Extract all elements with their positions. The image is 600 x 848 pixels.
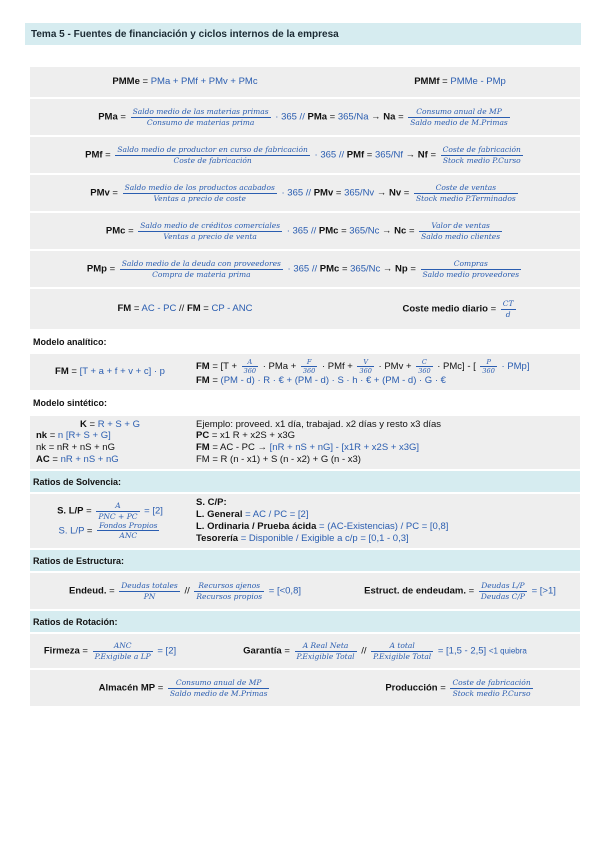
pma-row: PMa = $\frac{\text{Saldo medio de las materias primas}}{\text{Consumo de materias prima}}$ · 365 // PMa = 365/Na → Na = $\frac{\text{Consumo anual de MP}}{\text{Saldo medio de M.Primas}}$	[30, 99, 580, 135]
ejemplo-text: Ejemplo: proveed. x1 día, trabajad. x2 días y resto x3 días	[196, 418, 442, 430]
pmv-eq2: 365/Nv	[344, 187, 375, 199]
nv-fraction	[414, 183, 518, 203]
pmme-label: PMMe	[112, 76, 140, 88]
pmv-tail: · 365 //	[281, 187, 312, 199]
fm-sint-line-2: FM = R (n - x1) + S (n - x2) + G (n - x3)	[196, 454, 361, 466]
fm-formula-1: AC - PC	[141, 303, 177, 315]
coste-cell: Coste medio diario = $\frac{CT}{d}$	[340, 289, 580, 329]
nf-denominator: Stock medio P.Curso	[442, 155, 521, 165]
pmc-row: PMc = $\frac{\text{Saldo medio de créditos comerciales}}{\text{Ventas a precio de venta}}$ · 365 // PMc = 365/Nc → Nc = $\frac{\text{Valor de ventas}}{\text{Saldo medio clientes}}$	[30, 213, 580, 249]
arrow-icon: →	[371, 111, 381, 123]
garantia-fraction-1	[295, 641, 357, 661]
frac-f-den: 360	[302, 366, 316, 375]
slp2-den: ANC	[119, 531, 138, 541]
pc-label: PC	[196, 430, 210, 442]
fm-label: FM	[117, 303, 132, 315]
section-rotacion: Ratios de Rotación:	[30, 611, 580, 632]
estruct-cell: Estruct. de endeudam. = $\frac{\text{Deudas L/P}}{\text{Deudas C/P}}$ = [>1]	[340, 573, 580, 609]
pc-value: = x1 R + x2S + x3G	[211, 430, 296, 442]
slp1-label: S. L/P	[57, 505, 84, 517]
slp2-line: S. L/P = $\frac{\text{Fondos Propios}}{\text{ANC}}$	[58, 521, 158, 541]
analitico-r1-d: · PMv +	[378, 360, 412, 372]
analitico-line-1: FM = [T + $\frac{A}{360}$ · PMa + $\frac{F}{360}$ · PMf + $\frac{V}{360}$ · PMv + $\frac{C}{360}$ · PMc] - [ $\frac{P}{360}$ · PMp]	[196, 357, 530, 375]
fm-formula-2: CP - ANC	[211, 303, 253, 315]
produccion-den: Stock medio P.Curso	[452, 688, 531, 698]
slp1-num: A	[96, 501, 139, 511]
pmp-numerator: Saldo medio de la deuda con proveedores	[121, 259, 281, 269]
coste-fraction	[501, 299, 516, 319]
slp1-fraction	[96, 501, 139, 521]
lo-label: L. Ordinaria / Prueba ácida	[196, 521, 317, 532]
nk2-label: nk	[36, 442, 47, 454]
frac-c-num: C	[416, 358, 432, 367]
pma-tail: · 365 //	[275, 111, 305, 123]
k-label: K	[80, 418, 87, 430]
frac-v-den: 360	[359, 366, 372, 375]
coste-label: Coste medio diario	[402, 303, 488, 315]
pmp-label: PMp	[86, 263, 107, 275]
np-denominator: Saldo medio proveedores	[422, 269, 520, 279]
pmf-numerator: Saldo medio de productor en curso de fabricación	[117, 145, 308, 155]
page-title: Tema 5 - Fuentes de financiación y ciclos internos de la empresa	[25, 23, 581, 45]
pmc-eq2: 365/Nc	[349, 225, 380, 237]
analitico-frac-a	[242, 358, 258, 375]
ac-label: AC	[36, 454, 50, 466]
na-fraction	[408, 107, 510, 127]
fm-sint-value: = AC - PC →	[212, 442, 267, 454]
firmeza-fraction	[93, 641, 153, 661]
endeud-num-1: Deudas totales	[121, 581, 178, 591]
pmv-fraction	[123, 183, 277, 203]
fm-sint-label: FM	[196, 442, 210, 454]
pmp-eq2: 365/Nc	[350, 263, 381, 275]
np-numerator: Compras	[421, 259, 522, 269]
pma-label: PMa	[98, 111, 118, 123]
analitico-r1-b: · PMa +	[262, 360, 297, 372]
analitico-r2-formula: (PM - d) · R · € + (PM - d) · S · h · € + (PM - d) · G · €	[220, 374, 446, 386]
nc-denominator: Saldo medio clientes	[421, 231, 501, 241]
frac-a-num: A	[242, 358, 258, 367]
estruct-den: Deudas C/P	[480, 591, 525, 601]
lo-result: [0,8]	[429, 521, 449, 532]
pmmf-cell: PMMf = PMMe - PMp	[340, 67, 580, 97]
pmp-tail: · 365 //	[287, 263, 318, 275]
analitico-frac-v	[357, 358, 373, 375]
firmeza-result: = [2]	[157, 645, 177, 657]
frac-f-num: F	[301, 358, 317, 367]
lg-result: [2]	[297, 509, 309, 521]
endeud-fraction-2	[194, 581, 264, 601]
pmp-fraction	[120, 259, 283, 279]
nv-label: Nv	[388, 187, 402, 199]
pmv-row: PMv = $\frac{\text{Saldo medio de los productos acabados}}{\text{Ventas a precio de coste}}$ · 365 // PMv = 365/Nv → Nv = $\frac{\text{Coste de ventas}}{\text{Stock medio P.Terminados}}$	[30, 175, 580, 211]
garantia-cell: Garantía = $\frac{\text{A Real Neta}}{\text{P.Exigible Total}}$ // $\frac{\text{A total}}{\text{P.Exigible Total}}$ = [1,5 - 2,5] <1 quiebra	[190, 634, 580, 668]
pmf-row: PMf = $\frac{\text{Saldo medio de productor en curso de fabricación}}{\text{Coste de fabricación}}$ · 365 // PMf = 365/Nf → Nf = $\frac{\text{Coste de fabricación}}{\text{Stock medio P.Curso}}$	[30, 137, 580, 173]
pmc-numerator: Saldo medio de créditos comerciales	[140, 221, 281, 231]
na-numerator: Consumo anual de MP	[408, 107, 510, 117]
sintetico-left	[30, 416, 190, 470]
k-value: R + S + G	[97, 418, 140, 430]
pmmf-label: PMMf	[414, 76, 440, 88]
pmc-denominator: Ventas a precio de venta	[163, 231, 257, 241]
pmme-cell: PMMe = PMa + PMf + PMv + PMc	[30, 67, 340, 97]
estruct-num: Deudas L/P	[479, 581, 527, 591]
produccion-fraction	[450, 678, 532, 698]
scp-heading: S. C/P:	[196, 497, 227, 509]
analitico-fm-label: FM	[55, 366, 69, 378]
nc-numerator: Valor de ventas	[419, 221, 502, 231]
arrow-icon: →	[382, 263, 393, 275]
lo-value: = (AC-Existencias) / PC =	[319, 521, 428, 532]
te-value: = Disponible / Exigible a c/p =	[240, 532, 366, 544]
almacen-num: Consumo anual de MP	[168, 678, 270, 688]
nf-fraction	[441, 145, 523, 165]
nk-value: n [R+ S + G]	[57, 430, 111, 442]
endeud-den-1: PN	[143, 591, 156, 601]
almacen-label: Almacén MP	[98, 682, 156, 694]
pma-numerator: Saldo medio de las materias primas	[132, 107, 269, 117]
section-estructura: Ratios de Estructura:	[30, 550, 580, 571]
te-label: Tesorería	[196, 532, 239, 544]
arrow-icon: →	[405, 149, 416, 161]
endeud-den-2: Recursos propios	[196, 591, 263, 601]
arrow-icon: →	[382, 225, 392, 237]
estruct-fraction	[479, 581, 527, 601]
pma-label-2: PMa	[307, 111, 328, 123]
nf-numerator: Coste de fabricación	[442, 145, 521, 155]
frac-v-num: V	[357, 358, 373, 367]
analitico-frac-c	[416, 358, 432, 375]
analitico-frac-p	[480, 358, 496, 375]
lg-line	[196, 509, 574, 521]
nk2-line	[36, 442, 184, 454]
section-analitico: Modelo analítico:	[30, 331, 580, 352]
garantia-den-2: P.Exigible Total	[373, 651, 432, 661]
almacen-den: Saldo medio de M.Primas	[169, 688, 268, 698]
endeud-num-2: Recursos ajenos	[194, 581, 264, 591]
pmc-label: PMc	[105, 225, 126, 237]
frac-c-den: 360	[418, 366, 431, 375]
garantia-num-1: A Real Neta	[295, 641, 357, 651]
garantia-result: = [1,5 - 2,5]	[437, 645, 487, 657]
pmv-label-2: PMv	[313, 187, 334, 199]
analitico-right	[190, 354, 580, 390]
arrow-icon: →	[376, 187, 387, 199]
produccion-num: Coste de fabricación	[452, 678, 531, 688]
analitico-line-2: FM = (PM - d) · R · € + (PM - d) · S · h · € + (PM - d) · G · €	[196, 374, 446, 386]
analitico-left: FM = [T + a + f + v + c] · p	[30, 354, 190, 390]
ac-line: AC = nR + nS + nG	[36, 454, 119, 466]
analitico-r1-e: · PMc] - [	[437, 360, 476, 372]
pmc-tail: · 365 //	[286, 225, 317, 237]
frac-a-den: 360	[243, 366, 257, 375]
pmp-denominator: Compra de materia prima	[152, 269, 251, 279]
almacen-cell: Almacén MP = $\frac{\text{Consumo anual de MP}}{\text{Saldo medio de M.Primas}}$	[30, 670, 340, 706]
slp1-value: = [2]	[144, 505, 163, 517]
pmc-fraction	[138, 221, 282, 241]
pmf-denominator: Coste de fabricación	[173, 155, 252, 165]
section-sintetico: Modelo sintético:	[30, 392, 580, 413]
analitico-fm-formula: [T + a + f + v + c] · p	[79, 366, 165, 378]
garantia-note: <1 quiebra	[488, 646, 527, 656]
pc-line	[196, 430, 574, 442]
firmeza-label: Firmeza	[43, 645, 80, 657]
endeud-cell: Endeud. = $\frac{\text{Deudas totales}}{PN}$ // $\frac{\text{Recursos ajenos}}{\text{Recursos propios}}$ = [<0,8]	[30, 573, 340, 609]
estruct-label: Estruct. de endeudam.	[364, 585, 466, 597]
pmme-formula: PMa + PMf + PMv + PMc	[150, 76, 258, 88]
nf-label: Nf	[417, 149, 428, 161]
endeud-result: = [<0,8]	[268, 585, 301, 597]
nk-line: nk = n [R+ S + G]	[36, 430, 111, 442]
slp1-den: PNC + PC	[98, 511, 138, 521]
pmv-denominator: Ventas a precio de coste	[153, 193, 246, 203]
te-result: [0,1 - 0,3]	[368, 532, 409, 544]
na-label: Na	[383, 111, 396, 123]
pmf-label: PMf	[85, 149, 103, 161]
section-solvencia: Ratios de Solvencia:	[30, 471, 580, 492]
solvencia-right	[190, 494, 580, 548]
analitico-r1-label: FM	[196, 360, 210, 372]
garantia-num-2: A total	[371, 641, 433, 651]
garantia-den-1: P.Exigible Total	[296, 651, 355, 661]
ac-value: nR + nS + nG	[60, 454, 119, 466]
slp1-line: S. L/P = $\frac{A}{\text{PNC + PC}}$ = [2]	[57, 501, 163, 521]
slp2-fraction	[97, 521, 159, 541]
analitico-r1-f: · PMp]	[501, 360, 530, 372]
firmeza-num: ANC	[93, 641, 153, 651]
firmeza-cell: Firmeza = $\frac{\text{ANC}}{\text{P.Exigible a LP}}$ = [2]	[30, 634, 190, 668]
pmp-row: PMp = $\frac{\text{Saldo medio de la deuda con proveedores}}{\text{Compra de materia prima}}$ · 365 // PMc = 365/Nc → Np = $\frac{\text{Compras}}{\text{Saldo medio proveedores}}$	[30, 251, 580, 287]
nk2-value: = nR + nS + nG	[48, 442, 115, 454]
analitico-r1-c: · PMf +	[321, 360, 353, 372]
pmv-label: PMv	[90, 187, 110, 199]
pmf-fraction	[115, 145, 310, 165]
garantia-fraction-2	[371, 641, 433, 661]
nv-denominator: Stock medio P.Terminados	[415, 193, 516, 203]
endeud-label: Endeud.	[68, 585, 107, 597]
frac-p-den: 360	[482, 366, 495, 375]
nv-numerator: Coste de ventas	[414, 183, 518, 193]
garantia-label: Garantía	[243, 645, 282, 657]
produccion-label: Producción	[385, 682, 438, 694]
pma-denominator: Consumo de materias prima	[146, 117, 255, 127]
fm-sint-value-2: [nR + nS + nG] - [x1R + x2S + x3G]	[269, 442, 420, 454]
np-label: Np	[395, 263, 408, 275]
pmv-numerator: Saldo medio de los productos acabados	[124, 183, 275, 193]
fm-separator: //	[179, 303, 185, 315]
coste-numerator: CT	[502, 299, 514, 309]
firmeza-den: P.Exigible a LP	[94, 651, 151, 661]
nc-fraction	[419, 221, 502, 241]
frac-p-num: P	[480, 358, 496, 367]
sintetico-right	[190, 416, 580, 470]
garantia-separator: //	[361, 645, 367, 657]
nk-label: nk	[36, 430, 48, 442]
na-denominator: Saldo medio de M.Primas	[410, 117, 508, 127]
slp2-num: Fondos Propios	[99, 521, 158, 530]
te-line	[196, 533, 574, 545]
fm-label-2: FM	[186, 303, 201, 315]
analitico-r2-label: FM	[196, 374, 210, 386]
pmc-label-2: PMc	[318, 225, 339, 237]
np-fraction	[421, 259, 522, 279]
fm-cell: FM = AC - PC // FM = CP - ANC	[30, 289, 340, 329]
pmf-eq2: 365/Nf	[375, 149, 403, 161]
pmf-tail: · 365 //	[314, 149, 345, 161]
lg-label: L. General	[196, 509, 243, 521]
estruct-result: = [>1]	[531, 585, 556, 597]
pma-eq2: 365/Na	[337, 111, 369, 123]
slp2-label: S. L/P	[58, 525, 85, 537]
endeud-separator: //	[184, 585, 190, 597]
almacen-fraction	[168, 678, 270, 698]
pmf-label-2: PMf	[346, 149, 365, 161]
pma-fraction	[131, 107, 271, 127]
lo-line	[196, 521, 574, 533]
endeud-fraction-1	[119, 581, 180, 601]
analitico-frac-f	[301, 358, 317, 375]
pmp-label-2: PMc	[319, 263, 340, 275]
k-line: K = R + S + G	[80, 418, 140, 430]
fm-sint-line	[196, 442, 574, 454]
pmmf-formula: PMMe - PMp	[450, 76, 506, 88]
nc-label: Nc	[394, 225, 407, 237]
lg-value: = AC / PC =	[245, 509, 296, 521]
analitico-r1-a: [T +	[220, 360, 238, 372]
formula-sheet	[30, 65, 580, 708]
solvencia-left	[30, 494, 190, 548]
produccion-cell: Producción = $\frac{\text{Coste de fabricación}}{\text{Stock medio P.Curso}}$	[340, 670, 580, 706]
coste-denominator: d	[505, 309, 511, 319]
